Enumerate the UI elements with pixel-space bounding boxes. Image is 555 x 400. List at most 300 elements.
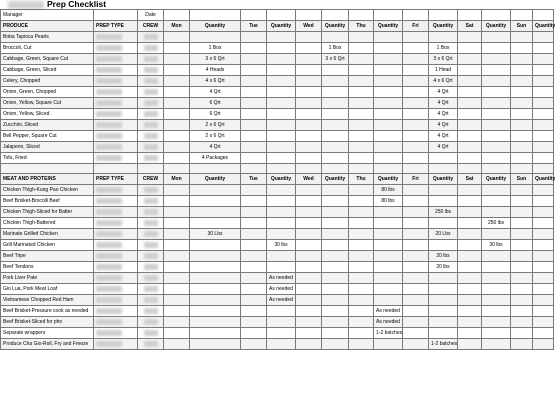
table-row (1, 87, 554, 98)
table-row (1, 185, 554, 196)
crew-cell (138, 328, 164, 339)
date-label: Date (138, 10, 164, 21)
quantity-cell (267, 164, 296, 174)
day-cell (349, 65, 374, 76)
day-cell (164, 65, 190, 76)
quantity-cell (482, 295, 511, 306)
day-cell (458, 142, 482, 153)
day-cell (403, 339, 429, 350)
redacted-text (96, 56, 122, 62)
day-cell (349, 251, 374, 262)
table-row (1, 207, 554, 218)
day-cell (164, 185, 190, 196)
day-cell (403, 131, 429, 142)
day-cell (349, 120, 374, 131)
redacted-text (96, 341, 122, 347)
column-header: Fri (403, 174, 429, 185)
column-header: Tue (241, 174, 267, 185)
day-cell (296, 262, 322, 273)
day-cell (403, 87, 429, 98)
table-row (1, 240, 554, 251)
day-cell (164, 131, 190, 142)
day-cell (164, 328, 190, 339)
quantity-cell (374, 32, 403, 43)
day-cell (511, 120, 533, 131)
day-cell (296, 339, 322, 350)
quantity-cell (374, 120, 403, 131)
day-cell (403, 98, 429, 109)
day-cell (403, 142, 429, 153)
prep-type-cell (94, 153, 138, 164)
crew-cell (138, 251, 164, 262)
prep-type-cell (94, 43, 138, 54)
redacted-text (96, 133, 122, 139)
quantity-cell (482, 98, 511, 109)
quantity-cell (322, 98, 349, 109)
day-cell (511, 339, 533, 350)
quantity-cell (374, 207, 403, 218)
redacted-text (96, 111, 122, 117)
day-cell (458, 317, 482, 328)
day-cell (164, 196, 190, 207)
day-cell (241, 109, 267, 120)
table-row (1, 120, 554, 131)
prep-type-cell (94, 295, 138, 306)
item-name: Bell Pepper, Square Cut (1, 131, 94, 142)
day-cell (458, 262, 482, 273)
crew-cell (138, 207, 164, 218)
item-name: Marinate Grilled Chicken (1, 229, 94, 240)
item-name: Beef Brisket-Pressure cook as needed (1, 306, 94, 317)
crew-cell (138, 76, 164, 87)
day-cell (458, 207, 482, 218)
day-cell (296, 76, 322, 87)
crew-cell (138, 185, 164, 196)
day-cell (511, 207, 533, 218)
item-name: Onion, Yellow, Square Cut (1, 98, 94, 109)
day-cell (241, 54, 267, 65)
day-cell (511, 76, 533, 87)
quantity-cell (374, 273, 403, 284)
column-header: Quantity (429, 174, 458, 185)
quantity-cell (429, 185, 458, 196)
day-cell (349, 76, 374, 87)
column-header: PREP TYPE (94, 174, 138, 185)
title-row (0, 0, 533, 9)
table-row (1, 76, 554, 87)
quantity-cell (482, 54, 511, 65)
quantity-cell (374, 262, 403, 273)
day-cell (241, 339, 267, 350)
table-row (1, 142, 554, 153)
redacted-text (144, 67, 158, 73)
day-cell (296, 295, 322, 306)
day-cell (511, 54, 533, 65)
quantity-cell (482, 43, 511, 54)
redacted-text (96, 209, 122, 215)
day-cell (241, 295, 267, 306)
day-cell (241, 196, 267, 207)
item-name: Tofu, Fried (1, 153, 94, 164)
day-cell (403, 65, 429, 76)
day-cell (164, 317, 190, 328)
item-name: Gio Lua, Pork Meat Loaf (1, 284, 94, 295)
quantity-cell (429, 218, 458, 229)
day-cell (164, 54, 190, 65)
prep-type-cell (94, 142, 138, 153)
quantity-cell: 2 x 6 Qrt (190, 120, 241, 131)
quantity-cell (533, 87, 554, 98)
table-row (1, 284, 554, 295)
crew-cell (138, 164, 164, 174)
day-cell (296, 87, 322, 98)
quantity-cell (533, 153, 554, 164)
quantity-cell (533, 240, 554, 251)
quantity-cell (482, 109, 511, 120)
quantity-cell (267, 207, 296, 218)
quantity-cell (190, 164, 241, 174)
redacted-text (96, 144, 122, 150)
quantity-cell (190, 317, 241, 328)
table-row (1, 65, 554, 76)
quantity-cell: 4 Packages (190, 153, 241, 164)
item-name: Beef Tripe (1, 251, 94, 262)
day-cell (349, 240, 374, 251)
table-row (1, 273, 554, 284)
quantity-cell (322, 142, 349, 153)
day-cell (511, 262, 533, 273)
quantity-cell (267, 251, 296, 262)
quantity-cell (190, 218, 241, 229)
day-cell (164, 43, 190, 54)
day-cell (403, 306, 429, 317)
quantity-cell (429, 273, 458, 284)
table-row (1, 54, 554, 65)
quantity-cell (322, 87, 349, 98)
prep-type-cell (94, 207, 138, 218)
column-header: Quantity (482, 21, 511, 32)
redacted-text (96, 34, 122, 40)
quantity-cell (482, 207, 511, 218)
crew-cell (138, 284, 164, 295)
day-cell (458, 196, 482, 207)
day-cell (511, 109, 533, 120)
column-header: CREW (138, 21, 164, 32)
day-cell (458, 240, 482, 251)
quantity-cell: 1-2 batches (429, 339, 458, 350)
day-cell (164, 273, 190, 284)
quantity-cell (267, 120, 296, 131)
day-cell (403, 120, 429, 131)
day-cell (458, 164, 482, 174)
day-cell (164, 251, 190, 262)
day-cell (403, 109, 429, 120)
day-cell (241, 142, 267, 153)
quantity-cell (322, 273, 349, 284)
crew-cell (138, 229, 164, 240)
column-header: Tue (241, 21, 267, 32)
redacted-text (96, 220, 122, 226)
quantity-cell (429, 196, 458, 207)
day-cell (296, 306, 322, 317)
prep-type-cell (94, 32, 138, 43)
day-cell (511, 251, 533, 262)
crew-cell (138, 131, 164, 142)
section-header-row (1, 21, 554, 32)
day-cell (403, 317, 429, 328)
day-cell (458, 185, 482, 196)
day-cell (296, 164, 322, 174)
redacted-text (96, 45, 122, 51)
prep-type-cell (94, 196, 138, 207)
redacted-text (96, 286, 122, 292)
day-cell (403, 32, 429, 43)
quantity-cell (267, 54, 296, 65)
table-row (1, 328, 554, 339)
day-cell (349, 87, 374, 98)
column-header: Thu (349, 174, 374, 185)
crew-cell (138, 54, 164, 65)
quantity-cell (533, 295, 554, 306)
quantity-cell (482, 87, 511, 98)
crew-cell (138, 87, 164, 98)
day-cell (164, 98, 190, 109)
day-cell (241, 164, 267, 174)
column-header: Sat (458, 21, 482, 32)
day-cell (511, 284, 533, 295)
day-cell (349, 306, 374, 317)
redacted-text (144, 264, 158, 270)
day-cell (296, 284, 322, 295)
day-cell (241, 32, 267, 43)
day-cell (164, 306, 190, 317)
quantity-cell (267, 229, 296, 240)
table-row (1, 32, 554, 43)
day-cell (458, 65, 482, 76)
day-cell (164, 120, 190, 131)
quantity-cell (190, 284, 241, 295)
quantity-cell (482, 273, 511, 284)
item-name: Cabbage, Green, Sliced (1, 65, 94, 76)
quantity-cell (374, 76, 403, 87)
table-row (1, 43, 554, 54)
day-cell (511, 98, 533, 109)
prep-type-cell (94, 185, 138, 196)
day-cell (296, 328, 322, 339)
day-cell (241, 76, 267, 87)
quantity-cell (482, 229, 511, 240)
day-cell (349, 185, 374, 196)
quantity-cell (482, 328, 511, 339)
quantity-cell (533, 328, 554, 339)
quantity-cell: 6 Qrt (190, 109, 241, 120)
table-body (1, 10, 554, 350)
day-cell (241, 185, 267, 196)
quantity-cell (533, 273, 554, 284)
quantity-cell (322, 109, 349, 120)
quantity-cell (322, 185, 349, 196)
crew-cell (138, 142, 164, 153)
day-cell (403, 262, 429, 273)
table-row (1, 196, 554, 207)
quantity-cell: As needed (374, 317, 403, 328)
prep-type-cell (94, 131, 138, 142)
day-cell (296, 43, 322, 54)
column-header: Quantity (429, 21, 458, 32)
redacted-text (144, 56, 158, 62)
quantity-cell: 80 lbs (374, 185, 403, 196)
item-name: Zucchini, Sliced (1, 120, 94, 131)
quantity-cell (190, 328, 241, 339)
quantity-cell (533, 229, 554, 240)
column-header: CREW (138, 174, 164, 185)
prep-type-cell (94, 339, 138, 350)
quantity-cell (267, 142, 296, 153)
day-cell (511, 306, 533, 317)
day-cell (349, 153, 374, 164)
day-cell (403, 295, 429, 306)
day-cell (403, 43, 429, 54)
quantity-cell: 4 x 6 Qrt (190, 76, 241, 87)
quantity-cell (267, 98, 296, 109)
quantity-cell: 20 Lbs (429, 229, 458, 240)
day-cell (458, 284, 482, 295)
day-cell (511, 131, 533, 142)
day-cell (403, 196, 429, 207)
quantity-cell (533, 131, 554, 142)
column-header: Quantity (374, 174, 403, 185)
redacted-text (144, 286, 158, 292)
prep-type-cell (94, 65, 138, 76)
redacted-text (144, 187, 158, 193)
item-name: Cabbage, Green, Square Cut (1, 54, 94, 65)
column-header: Sat (458, 174, 482, 185)
quantity-cell (374, 87, 403, 98)
day-cell (241, 240, 267, 251)
table-row (1, 98, 554, 109)
crew-cell (138, 98, 164, 109)
item-name: Boba Tapioca Pearls (1, 32, 94, 43)
quantity-cell: 4 Qrt (429, 109, 458, 120)
redacted-text (96, 319, 122, 325)
day-cell (511, 328, 533, 339)
day-cell (164, 229, 190, 240)
item-name: Vietnamese Chopped Red Ham (1, 295, 94, 306)
prep-type-cell (94, 218, 138, 229)
day-cell (458, 328, 482, 339)
day-cell (164, 339, 190, 350)
day-cell (511, 185, 533, 196)
day-cell (296, 98, 322, 109)
quantity-cell: 3 x 6 Qrt (429, 54, 458, 65)
day-cell (296, 109, 322, 120)
prep-type-cell (94, 229, 138, 240)
day-cell (164, 164, 190, 174)
quantity-cell (190, 262, 241, 273)
item-name: Onion, Green, Chopped (1, 87, 94, 98)
quantity-cell (482, 164, 511, 174)
day-cell (349, 32, 374, 43)
day-cell (164, 218, 190, 229)
redacted-text (144, 308, 158, 314)
redacted-text (96, 89, 122, 95)
quantity-cell: 1 Head (429, 65, 458, 76)
redacted-text (96, 231, 122, 237)
redacted-text (144, 34, 158, 40)
quantity-cell (482, 262, 511, 273)
item-name: Onion, Yellow, Sliced (1, 109, 94, 120)
quantity-cell (267, 339, 296, 350)
column-header: Fri (403, 21, 429, 32)
item-name: Beef Tendons (1, 262, 94, 273)
quantity-cell (533, 196, 554, 207)
column-header: Sun (511, 21, 533, 32)
quantity-cell: 250 lbs (482, 218, 511, 229)
day-cell (403, 229, 429, 240)
day-cell (349, 43, 374, 54)
quantity-cell (322, 251, 349, 262)
crew-cell (138, 43, 164, 54)
day-cell (403, 273, 429, 284)
quantity-cell (533, 76, 554, 87)
day-cell (511, 218, 533, 229)
day-cell (403, 240, 429, 251)
quantity-cell (533, 262, 554, 273)
day-cell (511, 229, 533, 240)
item-name: Chicken Thigh-Battered (1, 218, 94, 229)
day-cell (511, 43, 533, 54)
quantity-cell (482, 153, 511, 164)
table-row (1, 339, 554, 350)
redacted-text (144, 133, 158, 139)
day-cell (511, 164, 533, 174)
quantity-cell (322, 131, 349, 142)
redacted-logo (8, 1, 44, 9)
item-name: Jalapeno, Sliced (1, 142, 94, 153)
day-cell (403, 251, 429, 262)
quantity-cell (322, 306, 349, 317)
quantity-cell (374, 218, 403, 229)
column-header: Quantity (190, 174, 241, 185)
quantity-cell (267, 109, 296, 120)
crew-cell (138, 306, 164, 317)
quantity-cell (533, 306, 554, 317)
quantity-cell (482, 284, 511, 295)
quantity-cell (429, 328, 458, 339)
day-cell (458, 251, 482, 262)
day-cell (296, 131, 322, 142)
day-cell (349, 142, 374, 153)
day-cell (349, 295, 374, 306)
quantity-cell (533, 109, 554, 120)
item-name: Pork Liver Pate (1, 273, 94, 284)
quantity-cell: 20 lbs (429, 262, 458, 273)
day-cell (241, 273, 267, 284)
quantity-cell: 1 Box (190, 43, 241, 54)
quantity-cell (533, 65, 554, 76)
redacted-text (144, 319, 158, 325)
prep-type-cell (94, 76, 138, 87)
day-cell (296, 317, 322, 328)
quantity-cell (267, 43, 296, 54)
day-cell (349, 317, 374, 328)
redacted-text (144, 122, 158, 128)
quantity-cell: 4 x 6 Qrt (429, 76, 458, 87)
redacted-text (96, 275, 122, 281)
redacted-text (144, 198, 158, 204)
quantity-cell: 1 Box (322, 43, 349, 54)
day-cell (403, 284, 429, 295)
